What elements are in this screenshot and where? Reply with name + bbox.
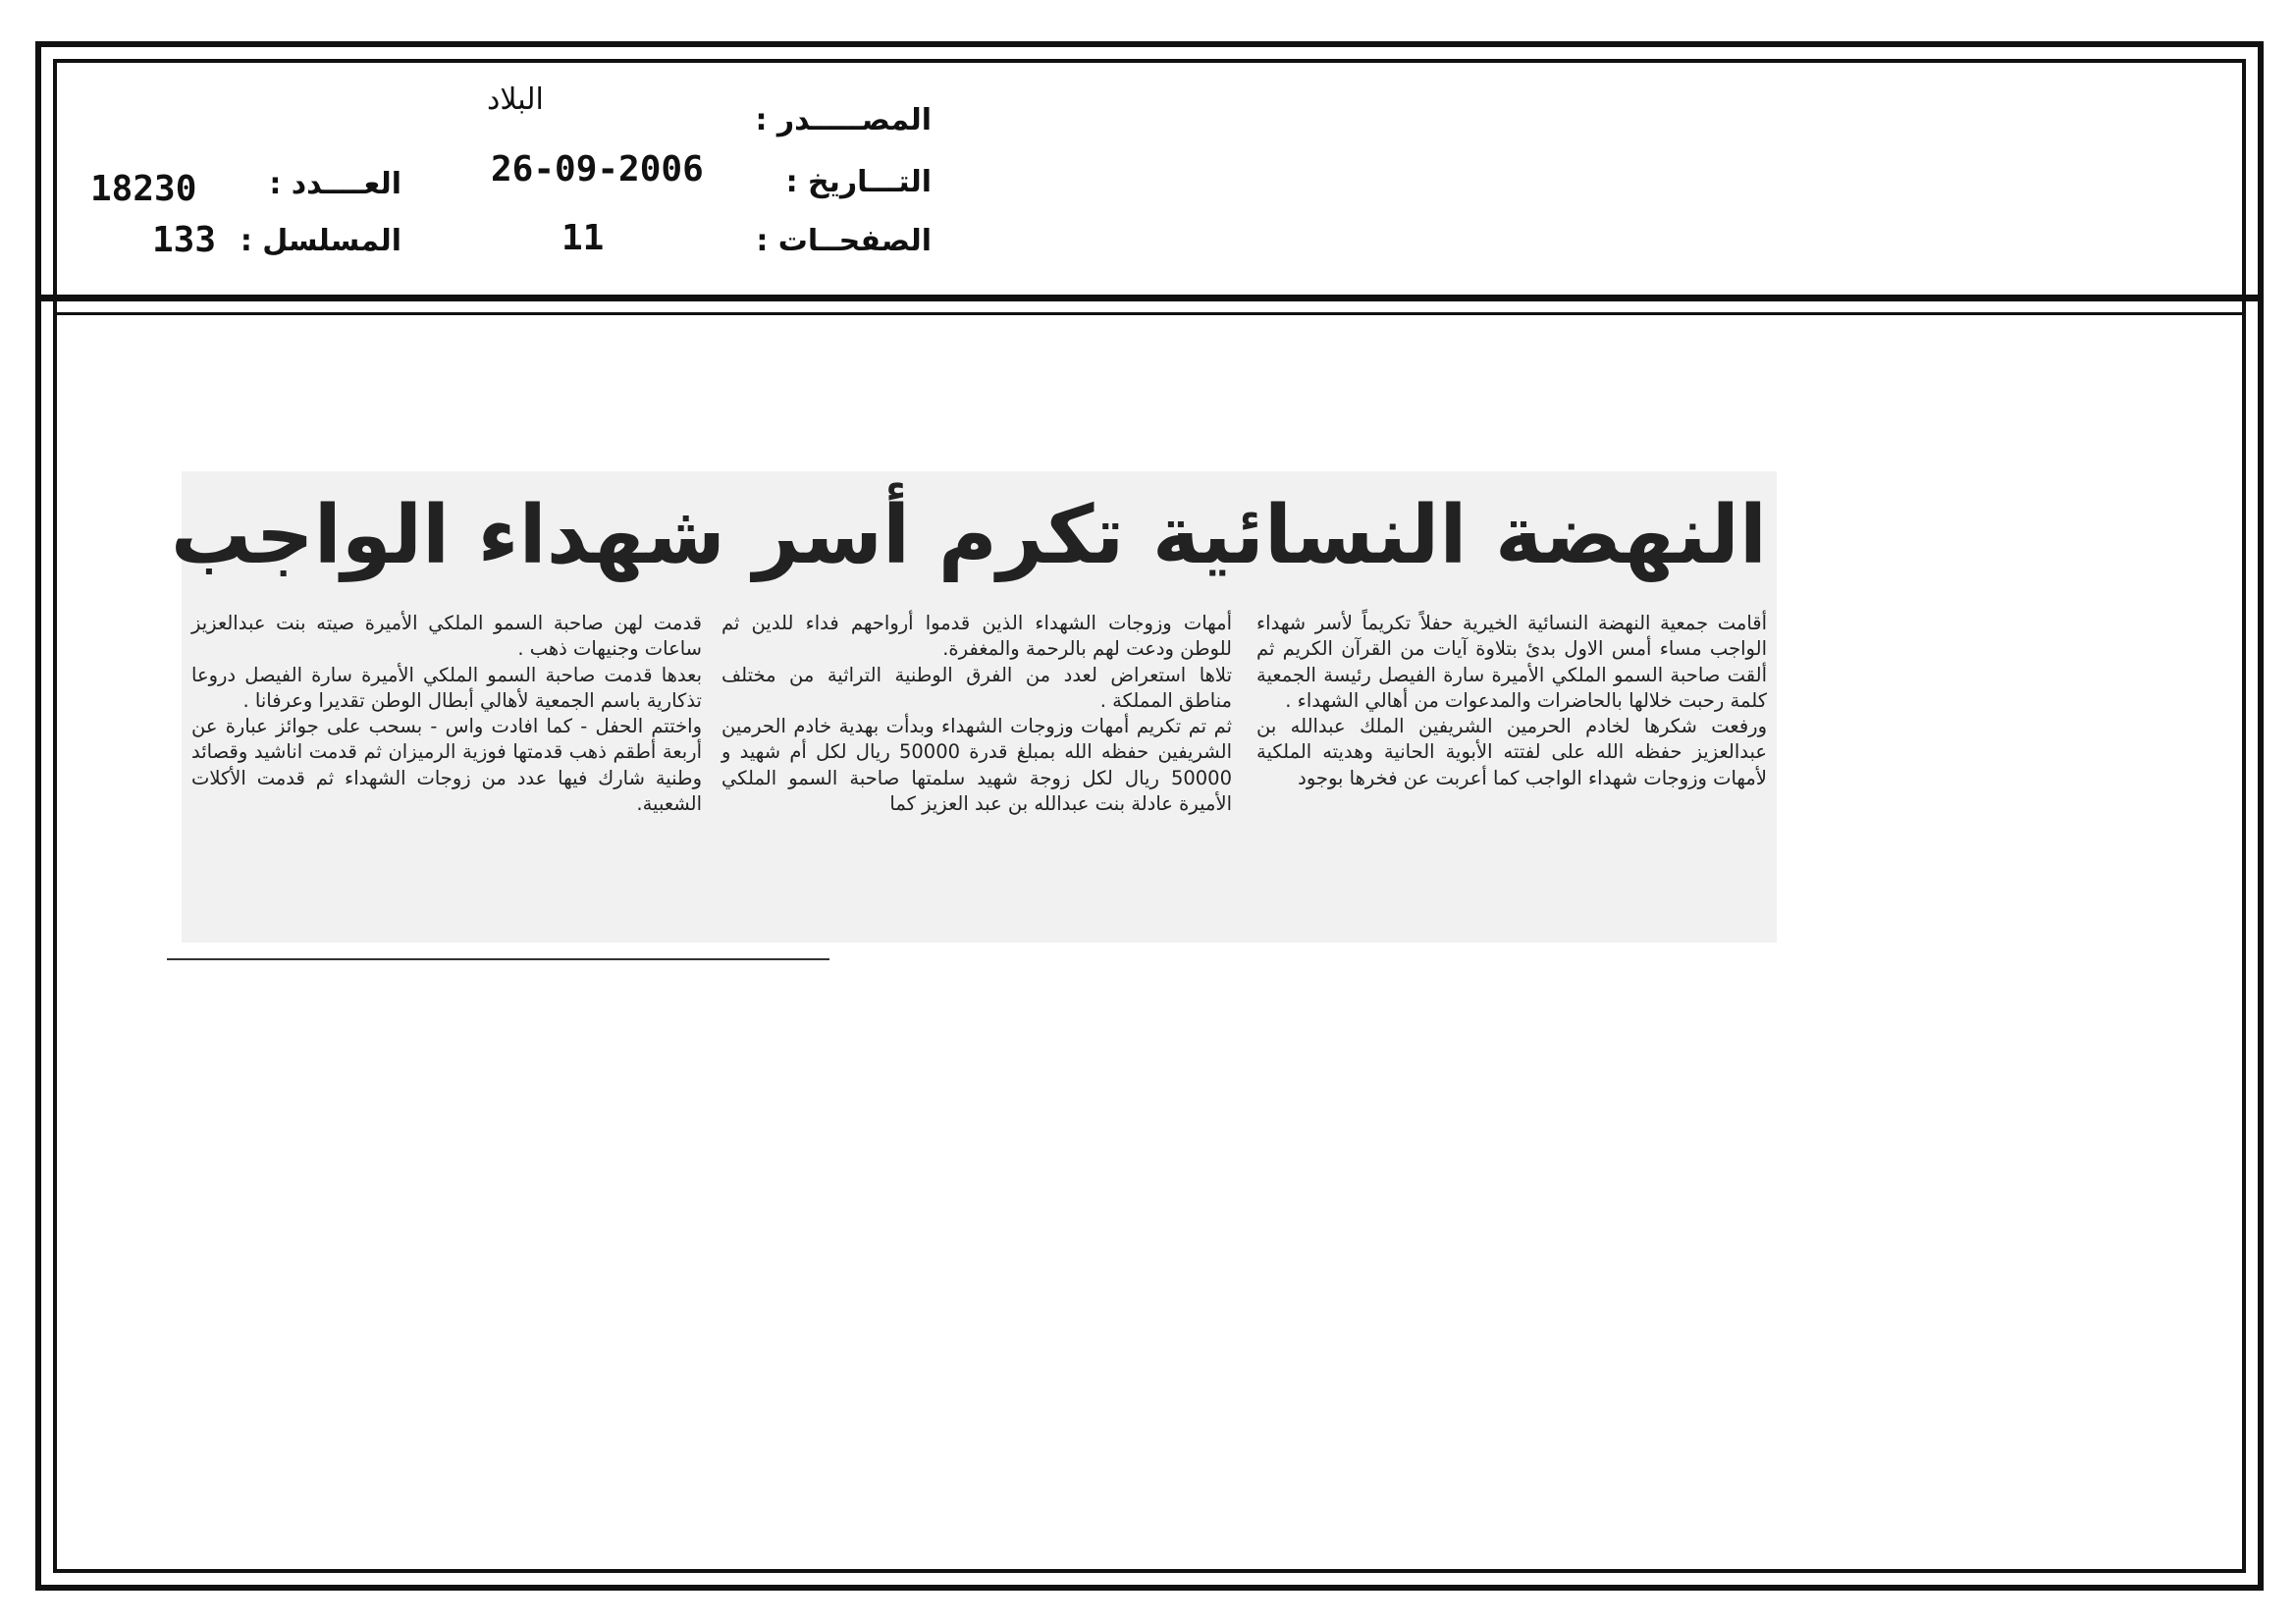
- paragraph: ورفعت شكرها لخادم الحرمين الشريفين الملك عبدالله بن عبدالعزيز حفظه الله على لفتته الأبوية الحانية وهديته الملكية لأمهات وزوجات شهداء الواجب كما أعربت عن فخرها بوجود: [1256, 715, 1767, 789]
- paragraph: بعدها قدمت صاحبة السمو الملكي الأميرة سارة الفيصل دروعا تذكارية باسم الجمعية لأهالي أبطال الوطن تقديرا وعرفانا .: [191, 663, 702, 712]
- clipping-bottom-rule: [167, 958, 829, 960]
- pages-label: الصفحــات :: [756, 224, 932, 258]
- header-divider: [35, 295, 2264, 301]
- date-label: التـــاريخ :: [785, 165, 932, 199]
- issue-value: 18230: [90, 169, 197, 209]
- serial-label: المسلسل :: [240, 224, 401, 258]
- date-value: 26-09-2006: [491, 149, 704, 189]
- article-column-right: [1256, 611, 1767, 791]
- article-headline: النهضة النسائية تكرم أسر شهداء الواجب: [170, 489, 1767, 582]
- paragraph: قدمت لهن صاحبة السمو الملكي الأميرة صيته بنت عبدالعزيز ساعات وجنيهات ذهب .: [191, 612, 702, 661]
- paragraph: أمهات وزوجات الشهداء الذين قدموا أرواحهم فداء للدين ثم للوطن ودعت لهم بالرحمة والمغفرة.: [721, 612, 1232, 661]
- header-divider-thin: [53, 312, 2246, 315]
- issue-label: العــــدد :: [269, 167, 401, 201]
- pages-value: 11: [561, 218, 605, 258]
- source-label: المصـــــدر :: [755, 103, 932, 137]
- article-column-left: [191, 611, 702, 817]
- article-column-middle: [721, 611, 1232, 817]
- serial-value: 133: [152, 220, 217, 260]
- paragraph: تلاها استعراض لعدد من الفرق الوطنية التراثية من مختلف مناطق المملكة .: [721, 663, 1232, 712]
- paragraph: أقامت جمعية النهضة النسائية الخيرية حفلاً تكريماً لأسر شهداء الواجب مساء أمس الاول بدئ بتلاوة آيات من القرآن الكريم ثم ألقت صاحبة السمو الملكي الأميرة سارة الفيصل رئيسة الجمعية كلمة رحبت خلالها بالحاضرات والمدعوات من أهالي الشهداء .: [1256, 612, 1767, 712]
- paragraph: ثم تم تكريم أمهات وزوجات الشهداء وبدأت بهدية خادم الحرمين الشريفين حفظه الله بمبلغ قدرة 50000 ريال لكل أم شهيد و 50000 ريال لكل زوجة شهيد سلمتها صاحبة السمو الملكي الأميرة عادلة بنت عبدالله بن عبد العزيز كما: [721, 715, 1233, 816]
- source-value: البلاد: [487, 82, 544, 117]
- paragraph: واختتم الحفل - كما افادت واس - بسحب على جوائز عبارة عن أربعة أطقم ذهب قدمتها فوزية الرميزان ثم قدمت اناشيد وقصائد وطنية شارك فيها عدد من زوجات الشهداء ثم قدمت الأكلات الشعبية.: [191, 715, 702, 816]
